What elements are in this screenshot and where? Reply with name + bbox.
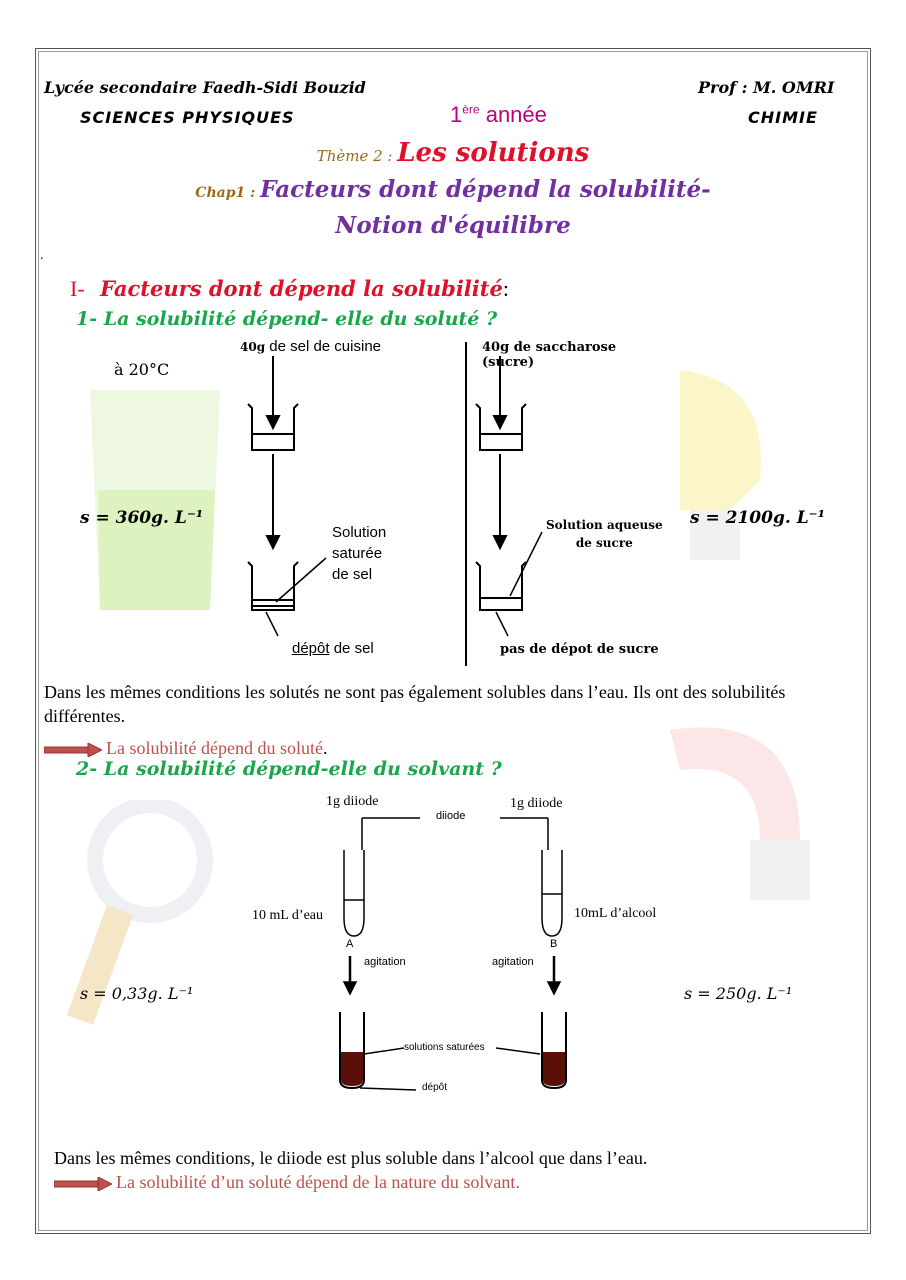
figure-solute xyxy=(236,336,666,670)
arrow-right-icon xyxy=(54,1177,112,1191)
chapter-line xyxy=(0,176,906,203)
figure-solvent xyxy=(240,790,680,1110)
section-1-title: Facteurs dont dépend la solubilité xyxy=(100,276,503,301)
fig-salt-solution-3: de sel xyxy=(332,566,373,583)
fig-salt-solution-1: Solution xyxy=(332,524,387,541)
level-word: année xyxy=(479,102,547,127)
section-1-colon: : xyxy=(502,276,509,301)
level-num: 1 xyxy=(450,102,463,127)
fig-left-top-label: 1g diiode xyxy=(326,794,379,809)
sub-2-title: 2- La solubilité dépend-elle du solvant ? xyxy=(76,758,502,780)
fig-sugar-solution-label xyxy=(546,516,663,552)
subject-label: SCIENCES PHYSIQUES xyxy=(80,108,295,127)
fig-alcohol-label: 10mL d’alcool xyxy=(574,906,657,921)
fig-salt-top-text: de sel de cuisine xyxy=(265,338,381,355)
sub-2-conclusion xyxy=(54,1170,520,1194)
arrow-right-icon xyxy=(44,743,102,757)
magnifier-watermark-icon xyxy=(60,800,230,1040)
fig-salt-deposit-text: de sel xyxy=(329,640,374,657)
section-1-heading xyxy=(70,276,509,302)
fig-saturated-label: solutions saturées xyxy=(404,1042,485,1053)
level-sup: ère xyxy=(462,102,480,117)
temperature-label: à 20°C xyxy=(114,360,170,379)
fig-agitation-left: agitation xyxy=(364,956,406,968)
fig-water-label: 10 mL d’eau xyxy=(252,908,324,923)
sub-1-conclusion xyxy=(44,736,327,760)
discipline-label: CHIMIE xyxy=(748,108,818,127)
solubility-salt: s = 360g. L⁻¹ xyxy=(80,508,204,528)
fig-deposit-label: dépôt xyxy=(422,1082,448,1093)
fig-sugar-solution-1: Solution aqueuse xyxy=(546,518,663,532)
sub-1-conclusion-end: . xyxy=(322,738,328,758)
school-name: Lycée secondaire Faedh-Sidi Bouzid xyxy=(44,78,366,97)
level-label xyxy=(450,102,547,128)
fig-salt-deposit-underlined: dépôt xyxy=(292,640,330,657)
sub-1-conclusion-text: La solubilité dépend du soluté xyxy=(106,738,323,758)
fig-sugar-top-label: 40g de saccharose (sucre) xyxy=(482,340,617,370)
sub-1-title: 1- La solubilité dépend- elle du soluté ? xyxy=(76,308,498,330)
fig-salt-deposit-label xyxy=(292,640,374,657)
figure-solute-drawing xyxy=(236,336,666,670)
fig-middle-label: diiode xyxy=(436,810,466,822)
chapter-prefix: Chap1 : xyxy=(195,185,261,201)
sub-2-paragraph: Dans les mêmes conditions, le diiode est plus soluble dans l’alcool que dans l’eau. xyxy=(54,1148,648,1168)
solubility-water: s = 0,33g. L⁻¹ xyxy=(80,984,194,1003)
fig-salt-top-label xyxy=(240,338,381,355)
sub-2-conclusion-text: La solubilité d’un soluté dépend de la nature du solvant. xyxy=(116,1172,520,1192)
fig-salt-solution-label xyxy=(332,522,386,585)
fig-sugar-deposit-label: pas de dépot de sucre xyxy=(500,642,659,657)
fig-A-label: A xyxy=(346,938,354,950)
stray-dot: . xyxy=(40,248,44,263)
teacher-name: Prof : M. OMRI xyxy=(698,78,835,97)
theme-title: Les solutions xyxy=(397,138,590,168)
chapter-title-1: Facteurs dont dépend la solubilité- xyxy=(260,176,711,203)
theme-prefix: Thème 2 : xyxy=(316,147,398,165)
fig-salt-solution-2: saturée xyxy=(332,545,383,562)
chapter-title-2: Notion d'équilibre xyxy=(335,212,571,239)
fig-sugar-solution-2: de sucre xyxy=(575,536,633,550)
fig-salt-top-bold: 40g xyxy=(240,340,266,354)
solubility-sugar: s = 2100g. L⁻¹ xyxy=(690,508,826,528)
figure-solvent-drawing xyxy=(240,790,680,1110)
lightbulb-watermark-icon xyxy=(660,360,780,580)
fig-agitation-right: agitation xyxy=(492,956,534,968)
sub-1-paragraph: Dans les mêmes conditions les solutés ne sont pas également solubles dans l’eau. Ils ont des solubilités différentes. xyxy=(44,682,786,726)
fig-right-top-label: 1g diiode xyxy=(510,796,563,811)
section-1-number: I- xyxy=(70,276,85,301)
beaker-watermark-icon xyxy=(70,370,240,630)
fig-B-label: B xyxy=(550,938,558,950)
theme-line xyxy=(0,138,906,168)
solubility-alcohol: s = 250g. L⁻¹ xyxy=(684,984,793,1003)
